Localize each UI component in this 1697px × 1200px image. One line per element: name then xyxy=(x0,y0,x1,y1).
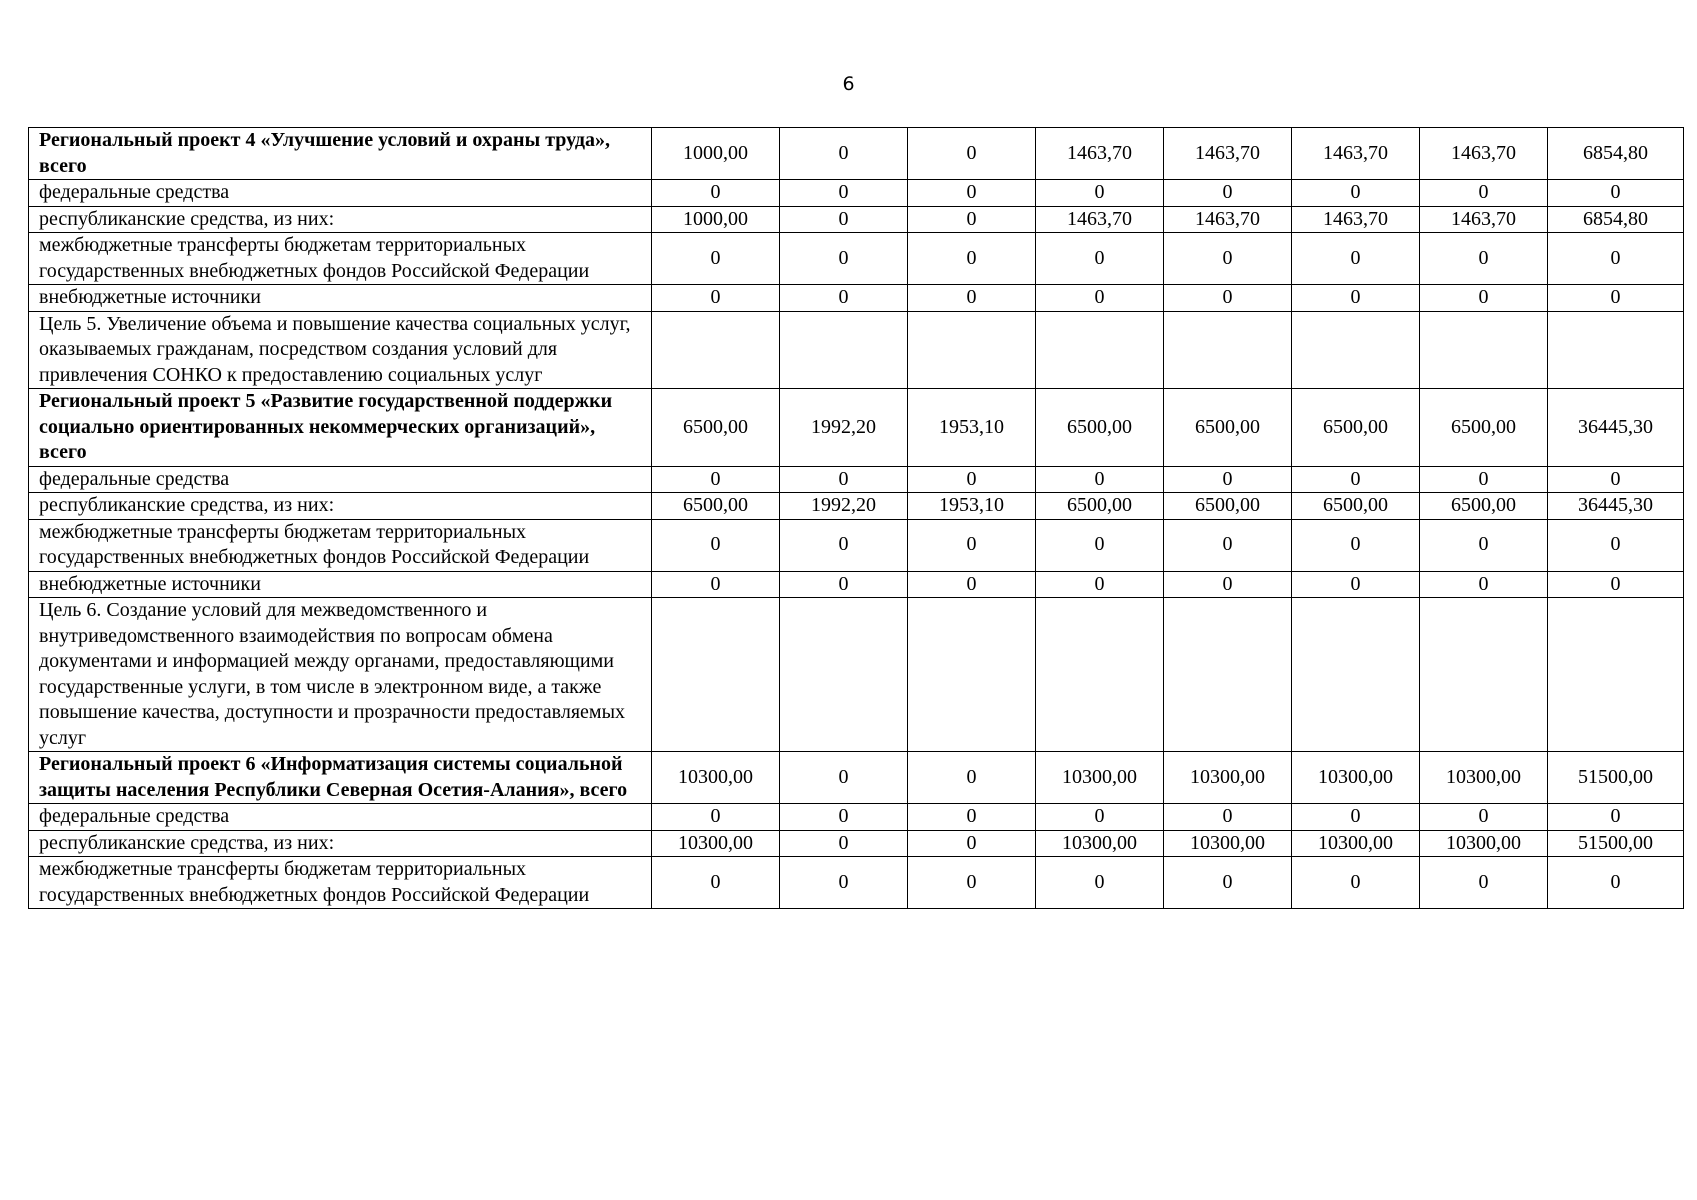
value-cell: 0 xyxy=(1036,519,1164,571)
budget-table xyxy=(28,127,1684,909)
value-cell: 0 xyxy=(1420,180,1548,207)
value-cell: 0 xyxy=(1164,285,1292,312)
row-label: межбюджетные трансферты бюджетам территориальных государственных внебюджетных фондов Российской Федерации xyxy=(29,519,652,571)
value-cell: 51500,00 xyxy=(1548,752,1684,804)
value-cell: 0 xyxy=(1292,233,1420,285)
value-cell: 0 xyxy=(1164,857,1292,909)
value-cell: 0 xyxy=(1420,804,1548,831)
value-cell: 0 xyxy=(652,857,780,909)
value-cell: 0 xyxy=(780,519,908,571)
row-label: Цель 5. Увеличение объема и повышение качества социальных услуг, оказываемых гражданам, посредством создания условий для привлечения СОНКО к предоставлению социальных услуг xyxy=(29,311,652,389)
value-cell: 10300,00 xyxy=(1292,752,1420,804)
value-cell: 0 xyxy=(780,571,908,598)
value-cell: 0 xyxy=(780,804,908,831)
value-cell: 0 xyxy=(1292,519,1420,571)
value-cell: 0 xyxy=(1164,804,1292,831)
value-cell: 1463,70 xyxy=(1036,128,1164,180)
value-cell: 0 xyxy=(908,128,1036,180)
value-cell: 0 xyxy=(908,752,1036,804)
table-row xyxy=(29,493,1684,520)
value-cell: 6500,00 xyxy=(652,389,780,467)
value-cell: 0 xyxy=(908,830,1036,857)
value-cell: 36445,30 xyxy=(1548,389,1684,467)
row-label: внебюджетные источники xyxy=(29,285,652,312)
value-cell: 0 xyxy=(1292,804,1420,831)
value-cell: 0 xyxy=(1420,857,1548,909)
budget-table-body xyxy=(29,128,1684,909)
value-cell: 10300,00 xyxy=(1036,830,1164,857)
value-cell: 6500,00 xyxy=(1420,389,1548,467)
value-cell: 0 xyxy=(1292,285,1420,312)
value-cell xyxy=(1036,598,1164,752)
value-cell: 0 xyxy=(652,804,780,831)
value-cell: 0 xyxy=(1420,466,1548,493)
value-cell: 6854,80 xyxy=(1548,206,1684,233)
value-cell: 0 xyxy=(1164,571,1292,598)
value-cell: 10300,00 xyxy=(1036,752,1164,804)
table-row xyxy=(29,804,1684,831)
value-cell: 0 xyxy=(908,571,1036,598)
value-cell xyxy=(1548,311,1684,389)
row-label: федеральные средства xyxy=(29,804,652,831)
value-cell: 10300,00 xyxy=(1420,752,1548,804)
table-row xyxy=(29,180,1684,207)
value-cell: 6500,00 xyxy=(1292,493,1420,520)
table-row xyxy=(29,206,1684,233)
value-cell: 0 xyxy=(1420,571,1548,598)
row-label: Региональный проект 6 «Информатизация системы социальной защиты населения Республики Северная Осетия-Алания», всего xyxy=(29,752,652,804)
value-cell xyxy=(1164,598,1292,752)
value-cell xyxy=(652,311,780,389)
value-cell: 0 xyxy=(1548,857,1684,909)
value-cell: 0 xyxy=(908,233,1036,285)
value-cell: 0 xyxy=(1292,466,1420,493)
value-cell: 0 xyxy=(780,180,908,207)
value-cell: 1463,70 xyxy=(1036,206,1164,233)
value-cell: 0 xyxy=(652,466,780,493)
goal-row xyxy=(29,598,1684,752)
value-cell: 1992,20 xyxy=(780,493,908,520)
value-cell: 0 xyxy=(1036,466,1164,493)
value-cell xyxy=(780,598,908,752)
value-cell: 1463,70 xyxy=(1292,128,1420,180)
value-cell: 1953,10 xyxy=(908,493,1036,520)
value-cell: 6500,00 xyxy=(1164,493,1292,520)
table-row xyxy=(29,285,1684,312)
value-cell: 6500,00 xyxy=(1292,389,1420,467)
value-cell: 0 xyxy=(1036,804,1164,831)
value-cell: 0 xyxy=(1548,571,1684,598)
value-cell: 0 xyxy=(1164,233,1292,285)
row-label: внебюджетные источники xyxy=(29,571,652,598)
value-cell: 6854,80 xyxy=(1548,128,1684,180)
table-row xyxy=(29,571,1684,598)
table-row xyxy=(29,830,1684,857)
value-cell: 0 xyxy=(1420,285,1548,312)
value-cell xyxy=(1292,311,1420,389)
row-label: межбюджетные трансферты бюджетам территориальных государственных внебюджетных фондов Российской Федерации xyxy=(29,857,652,909)
value-cell: 0 xyxy=(1292,857,1420,909)
value-cell: 1463,70 xyxy=(1164,128,1292,180)
value-cell: 1992,20 xyxy=(780,389,908,467)
value-cell: 0 xyxy=(1164,466,1292,493)
project-row xyxy=(29,389,1684,467)
page-number: 6 xyxy=(842,73,855,95)
project-row xyxy=(29,128,1684,180)
value-cell: 0 xyxy=(1548,285,1684,312)
value-cell: 1463,70 xyxy=(1420,206,1548,233)
row-label: федеральные средства xyxy=(29,466,652,493)
value-cell: 6500,00 xyxy=(652,493,780,520)
value-cell: 0 xyxy=(1548,233,1684,285)
value-cell xyxy=(1292,598,1420,752)
value-cell: 0 xyxy=(1292,571,1420,598)
value-cell: 36445,30 xyxy=(1548,493,1684,520)
value-cell: 0 xyxy=(780,233,908,285)
value-cell: 0 xyxy=(1036,857,1164,909)
value-cell: 0 xyxy=(652,285,780,312)
value-cell: 1000,00 xyxy=(652,128,780,180)
value-cell xyxy=(1548,598,1684,752)
value-cell: 0 xyxy=(908,285,1036,312)
value-cell xyxy=(1036,311,1164,389)
row-label: республиканские средства, из них: xyxy=(29,206,652,233)
row-label: Региональный проект 5 «Развитие государственной поддержки социально ориентированных некоммерческих организаций», всего xyxy=(29,389,652,467)
row-label: Региональный проект 4 «Улучшение условий и охраны труда», всего xyxy=(29,128,652,180)
value-cell: 0 xyxy=(908,857,1036,909)
value-cell: 0 xyxy=(652,519,780,571)
value-cell: 0 xyxy=(1036,285,1164,312)
value-cell: 0 xyxy=(652,571,780,598)
goal-row xyxy=(29,311,1684,389)
value-cell: 6500,00 xyxy=(1164,389,1292,467)
value-cell: 10300,00 xyxy=(1420,830,1548,857)
value-cell: 0 xyxy=(1548,466,1684,493)
row-label: федеральные средства xyxy=(29,180,652,207)
value-cell xyxy=(908,598,1036,752)
value-cell: 0 xyxy=(780,857,908,909)
value-cell: 0 xyxy=(1548,180,1684,207)
value-cell: 0 xyxy=(780,285,908,312)
value-cell: 0 xyxy=(780,206,908,233)
table-row xyxy=(29,233,1684,285)
row-label: межбюджетные трансферты бюджетам территориальных государственных внебюджетных фондов Российской Федерации xyxy=(29,233,652,285)
value-cell: 0 xyxy=(780,830,908,857)
row-label: Цель 6. Создание условий для межведомственного и внутриведомственного взаимодействия по вопросам обмена документами и информацией между органами, предоставляющими государственные услуги, в том числе в электронном виде, а также повышение качества, доступности и прозрачности предоставляемых услуг xyxy=(29,598,652,752)
value-cell: 0 xyxy=(1420,233,1548,285)
value-cell: 1463,70 xyxy=(1292,206,1420,233)
value-cell: 10300,00 xyxy=(652,752,780,804)
value-cell: 0 xyxy=(908,206,1036,233)
value-cell: 6500,00 xyxy=(1036,493,1164,520)
value-cell: 6500,00 xyxy=(1420,493,1548,520)
value-cell xyxy=(1164,311,1292,389)
value-cell: 1000,00 xyxy=(652,206,780,233)
value-cell: 0 xyxy=(1036,180,1164,207)
value-cell: 1953,10 xyxy=(908,389,1036,467)
value-cell xyxy=(1420,311,1548,389)
value-cell: 51500,00 xyxy=(1548,830,1684,857)
value-cell: 0 xyxy=(1164,180,1292,207)
project-row xyxy=(29,752,1684,804)
row-label: республиканские средства, из них: xyxy=(29,493,652,520)
table-row xyxy=(29,857,1684,909)
table-row xyxy=(29,466,1684,493)
value-cell: 0 xyxy=(652,233,780,285)
value-cell: 0 xyxy=(908,804,1036,831)
value-cell: 1463,70 xyxy=(1164,206,1292,233)
value-cell: 10300,00 xyxy=(1292,830,1420,857)
value-cell: 10300,00 xyxy=(1164,830,1292,857)
value-cell: 0 xyxy=(780,752,908,804)
value-cell: 1463,70 xyxy=(1420,128,1548,180)
value-cell: 0 xyxy=(780,466,908,493)
value-cell: 0 xyxy=(1420,519,1548,571)
value-cell: 0 xyxy=(780,128,908,180)
value-cell xyxy=(652,598,780,752)
value-cell: 0 xyxy=(1036,233,1164,285)
table-row xyxy=(29,519,1684,571)
row-label: республиканские средства, из них: xyxy=(29,830,652,857)
value-cell: 0 xyxy=(652,180,780,207)
value-cell: 0 xyxy=(1548,519,1684,571)
value-cell: 0 xyxy=(1548,804,1684,831)
value-cell: 6500,00 xyxy=(1036,389,1164,467)
value-cell xyxy=(908,311,1036,389)
value-cell: 0 xyxy=(1164,519,1292,571)
value-cell: 10300,00 xyxy=(652,830,780,857)
value-cell: 0 xyxy=(908,519,1036,571)
value-cell: 0 xyxy=(1292,180,1420,207)
value-cell: 10300,00 xyxy=(1164,752,1292,804)
value-cell xyxy=(780,311,908,389)
value-cell: 0 xyxy=(908,466,1036,493)
value-cell: 0 xyxy=(908,180,1036,207)
value-cell xyxy=(1420,598,1548,752)
value-cell: 0 xyxy=(1036,571,1164,598)
